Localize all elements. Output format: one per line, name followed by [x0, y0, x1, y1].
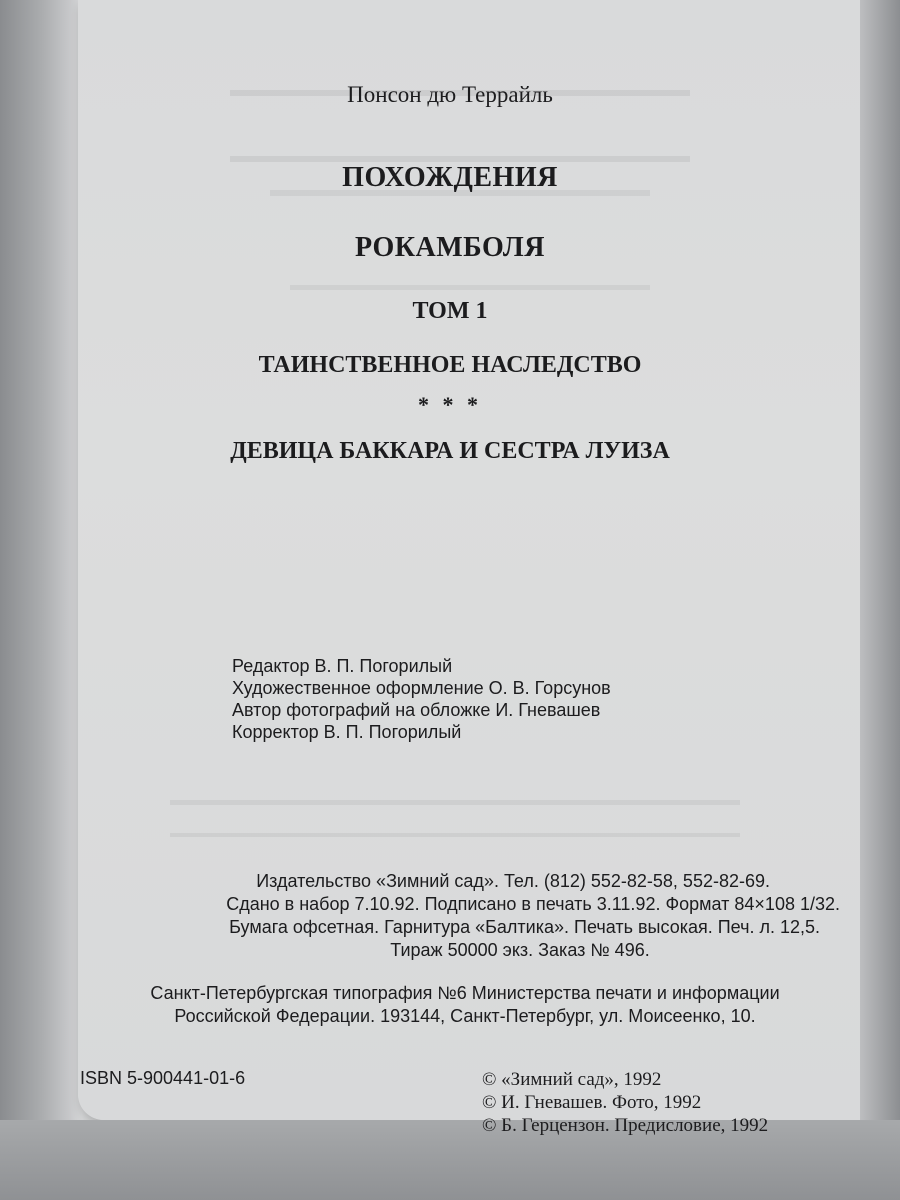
credits-block	[232, 655, 611, 743]
printer-line: Санкт-Петербургская типография №6 Министерства печати и информации	[150, 983, 780, 1003]
printer-line: Российской Федерации. 193144, Санкт-Петербург, ул. Моисеенко, 10.	[174, 1006, 756, 1026]
author-name: Понсон дю Террайль	[347, 82, 553, 107]
credit-line: Художественное оформление О. В. Горсунов	[232, 678, 611, 698]
isbn: ISBN 5-900441-01-6	[80, 1068, 246, 1088]
title-line-1: ПОХОЖДЕНИЯ	[342, 162, 558, 193]
bleed-through-shape	[170, 800, 740, 837]
imprint-block	[80, 870, 840, 962]
section-separator: * * *	[418, 392, 482, 417]
copyright-line: © «Зимний сад», 1992	[482, 1069, 662, 1090]
imprint-line: Тираж 50000 экз. Заказ № 496.	[390, 940, 650, 960]
part-title-1: ТАИНСТВЕННОЕ НАСЛЕДСТВО	[258, 352, 642, 378]
credit-line: Автор фотографий на обложке И. Гневашев	[232, 700, 601, 720]
credit-line: Редактор В. П. Погорилый	[232, 656, 453, 676]
imprint-line: Бумага офсетная. Гарнитура «Балтика». Печать высокая. Печ. л. 12,5.	[229, 917, 820, 937]
copyright-block	[482, 1068, 768, 1137]
volume-label: ТОМ 1	[412, 298, 488, 324]
credit-line: Корректор В. П. Погорилый	[232, 722, 462, 742]
copyright-line: © И. Гневашев. Фото, 1992	[482, 1092, 702, 1113]
printer-block	[80, 982, 850, 1028]
copyright-line: © Б. Герцензон. Предисловие, 1992	[482, 1115, 769, 1136]
part-title-2: ДЕВИЦА БАККАРА И СЕСТРА ЛУИЗА	[230, 438, 670, 464]
imprint-line: Сдано в набор 7.10.92. Подписано в печать 3.11.92. Формат 84×108 1/32.	[226, 894, 840, 914]
imprint-line: Издательство «Зимний сад». Тел. (812) 552-82-58, 552-82-69.	[256, 871, 770, 891]
title-line-2: РОКАМБОЛЯ	[355, 232, 545, 263]
